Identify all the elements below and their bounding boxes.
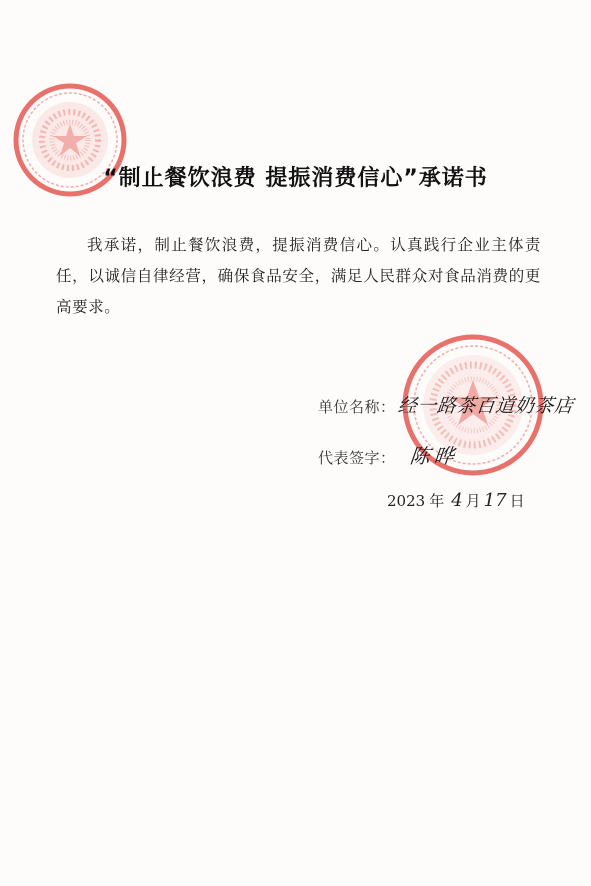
representative-label: 代表签字： — [318, 449, 396, 467]
date-month: 4 — [451, 490, 463, 511]
date-year-char: 年 — [429, 492, 445, 510]
signing-date — [387, 490, 525, 511]
date-month-char: 月 — [465, 492, 481, 510]
unit-name-value: 经一路茶百道奶茶店 — [396, 395, 575, 417]
date-day-char: 日 — [509, 492, 525, 510]
document-title: “制止餐饮浪费 提振消费信心”承诺书 — [103, 166, 488, 191]
unit-name-label: 单位名称： — [318, 398, 396, 416]
commitment-body: 我承诺，制止餐饮浪费，提振消费信心。认真践行企业主体责任，以诚信自律经营，确保食品安全，满足人民群众对食品消费的更高要求。 — [56, 236, 541, 316]
date-year: 2023 — [387, 492, 426, 510]
representative-row — [318, 440, 458, 469]
representative-signature: 陈晔 — [408, 444, 459, 468]
date-day: 17 — [483, 490, 507, 511]
unit-name-row — [318, 391, 573, 418]
